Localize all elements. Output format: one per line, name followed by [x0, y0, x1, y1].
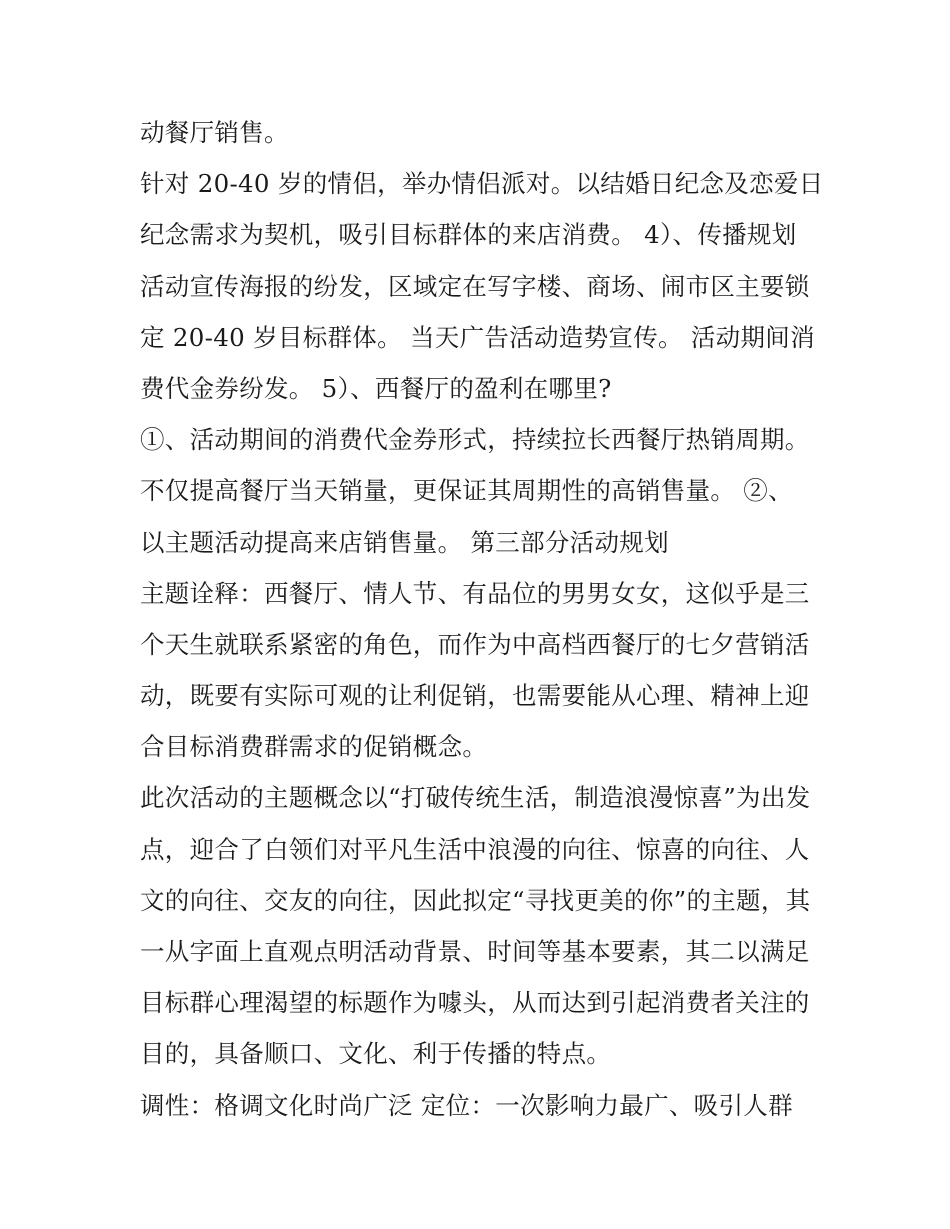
text-line: 主题诠释：西餐厅、情人节、有品位的男男女女，这似乎是三 — [140, 578, 810, 608]
text-line: 动，既要有实际可观的让利促销，也需要能从心理、精神上迎 — [140, 681, 810, 711]
text-line: 目的，具备顺口、文化、利于传播的特点。 — [140, 1039, 612, 1069]
text-line: 纪念需求为契机，吸引目标群体的来店消费。 4）、传播规划 — [140, 220, 797, 250]
text-line: 针对 20-40 岁的情侣，举办情侣派对。以结婚日纪念及恋爱日 — [140, 169, 824, 199]
text-line: 以主题活动提高来店销售量。 第三部分活动规划 — [140, 527, 669, 557]
text-line: 文的向往、交友的向往，因此拟定“寻找更美的你”的主题，其 — [140, 885, 811, 915]
text-line: 活动宣传海报的纷发，区域定在写字楼、商场、闹市区主要锁 — [140, 271, 810, 301]
text-line: 目标群心理渴望的标题作为噱头，从而达到引起消费者关注的 — [140, 988, 810, 1018]
text-line: 此次活动的主题概念以“打破传统生活，制造浪漫惊喜”为出发 — [140, 783, 811, 813]
text-line: 点，迎合了白领们对平凡生活中浪漫的向往、惊喜的向往、人 — [140, 834, 810, 864]
text-line: 定 20-40 岁目标群体。 当天广告活动造势宣传。 活动期间消 — [140, 322, 815, 352]
body-text — [140, 107, 824, 1131]
text-line: 一从字面上直观点明活动背景、时间等基本要素，其二以满足 — [140, 937, 810, 966]
text-line: 不仅提高餐厅当天销量，更保证其周期性的高销售量。 ②、 — [140, 476, 793, 506]
text-line: 个天生就联系紧密的角色，而作为中高档西餐厅的七夕营销活 — [140, 629, 810, 659]
text-line: 费代金券纷发。 5）、西餐厅的盈利在哪里? — [140, 373, 612, 403]
text-line: ①、活动期间的消费代金券形式，持续拉长西餐厅热销周期。 — [140, 425, 810, 455]
text-line: 动餐厅销售。 — [140, 118, 289, 147]
text-line: 调性：格调文化时尚广泛 定位：一次影响力最广、吸引人群 — [140, 1090, 793, 1120]
text-line: 合目标消费群需求的促销概念。 — [140, 732, 488, 762]
